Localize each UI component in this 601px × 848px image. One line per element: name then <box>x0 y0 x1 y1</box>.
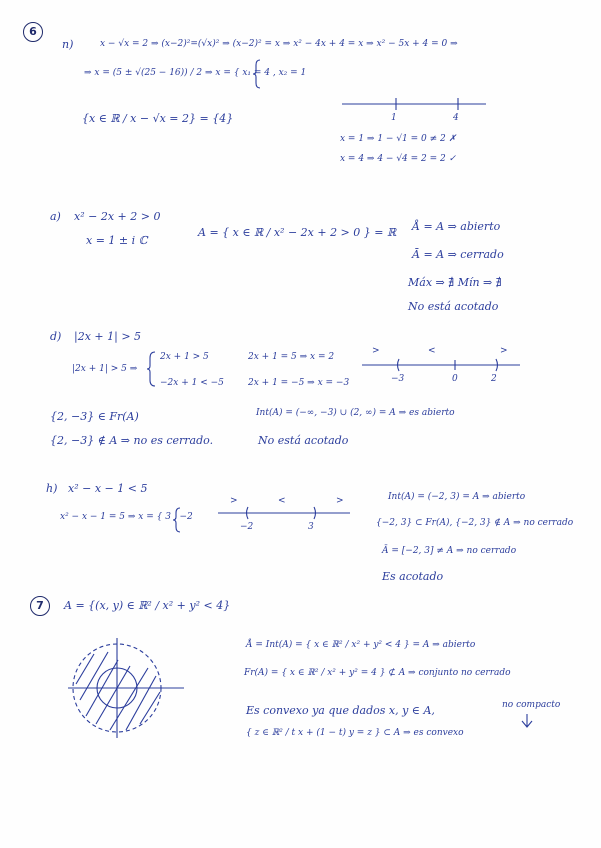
problem-number-6: 6 <box>23 22 43 42</box>
part-d-bounded: No está acotado <box>258 434 349 447</box>
part-h-boundary: {−2, 3} ⊂ Fr(A), {−2, 3} ∉ A ⇒ no cerrado <box>376 518 574 528</box>
axis-h-sign-2: < <box>278 496 286 506</box>
problem-7-compact: no compacto <box>502 700 561 710</box>
part-h-bounded: Es acotado <box>382 570 444 583</box>
problem-7-convex: Es convexo ya que dados x, y ∈ A, <box>246 704 435 717</box>
axis-h-sign-1: > <box>230 496 238 506</box>
axis-d-tick-label-0: 0 <box>452 374 458 384</box>
part-d-inequality: |2x + 1| > 5 <box>74 330 142 343</box>
part-d-cases-lead: |2x + 1| > 5 ⇒ <box>72 364 138 374</box>
axis-d-sign-3: > <box>500 346 508 356</box>
problem-number-7: 7 <box>30 596 50 616</box>
disc-hatching <box>76 652 160 730</box>
part-a-closure: Ā = A ⇒ cerrado <box>412 248 504 261</box>
part-n-set: {x ∈ ℝ / x − √x = 2} = {4} <box>82 112 234 125</box>
part-h-closure: Ā = [−2, 3] ≠ A ⇒ no cerrado <box>382 546 517 556</box>
axis-d-sign-2: < <box>428 346 436 356</box>
part-h-inequality: x² − x − 1 < 5 <box>68 482 148 495</box>
part-n-eq2: ⇒ x = (5 ± √(25 − 16)) / 2 ⇒ x = { x₁ = 4 , x₂ = 1 <box>84 68 307 78</box>
axis-h-tick-label-minus2: −2 <box>240 522 254 532</box>
part-d-label: d) <box>50 330 62 343</box>
part-n-check-1: x = 1 ⇒ 1 − √1 = 0 ≠ 2 ✗ <box>340 134 457 144</box>
part-h-interior: Int(A) = (−2, 3) = A ⇒ abierto <box>388 492 526 502</box>
part-a-set: A = { x ∈ ℝ / x² − 2x + 2 > 0 } = ℝ <box>198 226 397 239</box>
axis-d-tick-label-2: 2 <box>491 374 497 384</box>
part-d-case-2: −2x + 1 < −5 <box>160 378 224 388</box>
part-d-solve-2: 2x + 1 = −5 ⇒ x = −3 <box>248 378 350 388</box>
problem-7-convex-def: { z ∈ ℝ² / t x + (1 − t) y = z } ⊂ A ⇒ es convexo <box>246 728 464 738</box>
part-a-roots: x = 1 ± i ℂ <box>86 234 148 247</box>
axis-d-sign-1: > <box>372 346 380 356</box>
axis-h-tick-label-3: 3 <box>308 522 314 532</box>
axis-n-tick-label-1: 1 <box>391 113 397 123</box>
problem-7-frontier: Fr(A) = { x ∈ ℝ² / x² + y² = 4 } ⊄ A ⇒ conjunto no cerrado <box>244 668 511 678</box>
part-d-closed: {2, −3} ∉ A ⇒ no es cerrado. <box>50 434 214 447</box>
axis-h-sign-3: > <box>336 496 344 506</box>
part-n-check-2: x = 4 ⇒ 4 − √4 = 2 = 2 ✓ <box>340 154 457 164</box>
problem-7-set: A = {(x, y) ∈ ℝ² / x² + y² < 4} <box>64 599 231 612</box>
brace-d <box>147 352 155 386</box>
part-h-solve: x² − x − 1 = 5 ⇒ x = { 3 , −2 <box>60 512 193 522</box>
part-a-label: a) <box>50 210 61 223</box>
part-d-interior: Int(A) = (−∞, −3) ∪ (2, ∞) = A ⇒ es abierto <box>256 408 455 418</box>
axis-d-tick-label-minus3: −3 <box>391 374 405 384</box>
part-a-extrema: Máx ⇒ ∄ Mín ⇒ ∄ <box>408 276 502 289</box>
problem-7-interior: Å = Int(A) = { x ∈ ℝ² / x² + y² < 4 } = A ⇒ abierto <box>246 640 476 650</box>
part-d-case-1: 2x + 1 > 5 <box>160 352 209 362</box>
part-h-label: h) <box>46 482 58 495</box>
part-n-eq1: x − √x = 2 ⇒ (x−2)²=(√x)² ⇒ (x−2)² = x ⇒ x² − 4x + 4 = x ⇒ x² − 5x + 4 = 0 ⇒ <box>100 39 458 49</box>
axis-n-tick-label-4: 4 <box>453 113 459 123</box>
part-a-interior: Å = A ⇒ abierto <box>412 220 501 233</box>
part-d-solve-1: 2x + 1 = 5 ⇒ x = 2 <box>248 352 335 362</box>
part-n-label: n) <box>62 38 74 51</box>
part-d-boundary: {2, −3} ∈ Fr(A) <box>50 410 139 423</box>
part-a-bounded: No está acotado <box>408 300 499 313</box>
part-a-inequality: x² − 2x + 2 > 0 <box>74 210 161 223</box>
